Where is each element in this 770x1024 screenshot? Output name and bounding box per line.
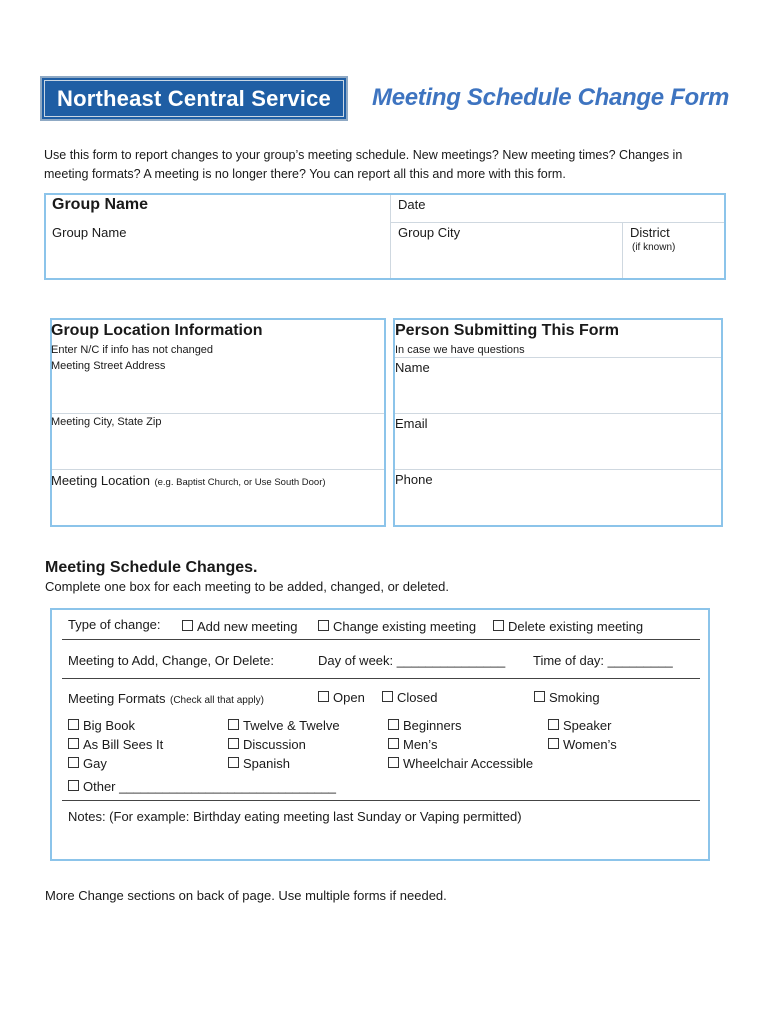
mens-checkbox[interactable] xyxy=(388,737,437,752)
open-checkbox[interactable] xyxy=(318,690,365,705)
beginners-checkbox[interactable] xyxy=(388,718,462,733)
checkbox-icon xyxy=(388,719,399,730)
group-name-heading: Group Name xyxy=(52,196,149,213)
meeting-to-change-label: Meeting to Add, Change, Or Delete: xyxy=(68,653,274,668)
street-address-field[interactable]: Meeting Street Address xyxy=(51,360,166,372)
group-city-field[interactable]: Group City xyxy=(398,225,461,240)
submitter-name-field[interactable]: Name xyxy=(395,360,430,375)
submitter-email-field[interactable]: Email xyxy=(395,416,428,431)
divider xyxy=(52,413,384,414)
checkbox-icon xyxy=(388,738,399,749)
checkbox-icon xyxy=(318,620,329,631)
form-title: Meeting Schedule Change Form xyxy=(372,84,729,111)
checkbox-icon xyxy=(493,620,504,631)
beginners-label: Beginners xyxy=(403,718,462,733)
checkbox-icon xyxy=(68,719,79,730)
meeting-formats-label xyxy=(68,690,264,708)
big-book-label: Big Book xyxy=(83,718,136,733)
checkbox-icon xyxy=(68,738,79,749)
wheelchair-accessible-label: Wheelchair Accessible xyxy=(403,756,534,771)
wheelchair-accessible-checkbox[interactable] xyxy=(388,756,533,771)
change-existing-meeting-label: Change existing meeting xyxy=(333,619,477,634)
twelve-and-twelve-label: Twelve & Twelve xyxy=(243,718,340,733)
divider xyxy=(390,222,724,223)
womens-checkbox[interactable] xyxy=(548,737,617,752)
group-name-field[interactable]: Group Name xyxy=(52,225,127,240)
checkbox-icon xyxy=(548,719,559,730)
date-field[interactable]: Date xyxy=(398,197,426,212)
checkbox-icon xyxy=(228,738,239,749)
organization-logo xyxy=(40,76,348,121)
intro-line-1: Use this form to report changes to your group’s meeting schedule. New meetings? New meeting times? Changes in xyxy=(44,148,683,162)
checkbox-icon xyxy=(534,691,545,702)
speaker-checkbox[interactable] xyxy=(548,718,611,733)
spanish-checkbox[interactable] xyxy=(228,756,290,771)
divider xyxy=(395,413,721,414)
row-divider xyxy=(62,639,700,640)
divider xyxy=(390,195,391,278)
closed-label: Closed xyxy=(397,690,438,705)
delete-existing-meeting-checkbox[interactable] xyxy=(493,619,643,634)
big-book-checkbox[interactable] xyxy=(68,718,135,733)
as-bill-sees-it-label: As Bill Sees It xyxy=(83,737,164,752)
checkbox-icon xyxy=(388,757,399,768)
district-field[interactable]: District xyxy=(630,225,670,240)
divider xyxy=(622,222,623,278)
checkbox-icon xyxy=(228,757,239,768)
intro-line-2: meeting formats? A meeting is no longer there? You can report all this and more with this form. xyxy=(44,167,566,181)
formats-hint: (Check all that apply) xyxy=(170,695,264,706)
divider xyxy=(395,469,721,470)
city-state-zip-field[interactable]: Meeting City, State Zip xyxy=(51,416,162,428)
formats-label: Meeting Formats xyxy=(68,691,166,706)
twelve-and-twelve-checkbox[interactable] xyxy=(228,718,340,733)
spanish-label: Spanish xyxy=(243,756,290,771)
checkbox-icon xyxy=(228,719,239,730)
checkbox-icon xyxy=(318,691,329,702)
checkbox-icon xyxy=(382,691,393,702)
time-of-day-field[interactable]: Time of day: _________ xyxy=(533,653,673,668)
mens-label: Men’s xyxy=(403,737,438,752)
add-new-meeting-checkbox[interactable] xyxy=(182,619,297,634)
delete-existing-meeting-label: Delete existing meeting xyxy=(508,619,644,634)
row-divider xyxy=(62,800,700,801)
add-new-meeting-label: Add new meeting xyxy=(197,619,298,634)
group-location-heading: Group Location Information xyxy=(51,322,263,339)
smoking-checkbox[interactable] xyxy=(534,690,600,705)
checkbox-icon xyxy=(548,738,559,749)
meeting-location-label: Meeting Location xyxy=(51,473,151,488)
day-of-week-field[interactable]: Day of week: _______________ xyxy=(318,653,506,668)
open-label: Open xyxy=(333,690,365,705)
divider xyxy=(52,469,384,470)
logo-text: Northeast Central Service xyxy=(44,80,344,117)
closed-checkbox[interactable] xyxy=(382,690,437,705)
divider xyxy=(395,357,721,358)
checkbox-icon xyxy=(68,757,79,768)
district-note: (if known) xyxy=(632,242,676,253)
location-note: Enter N/C if info has not changed xyxy=(51,344,214,356)
schedule-title: Meeting Schedule Changes. xyxy=(45,559,258,576)
submitter-phone-field[interactable]: Phone xyxy=(395,472,433,487)
gay-label: Gay xyxy=(83,756,107,771)
other-label: Other ______________________________ xyxy=(83,779,337,794)
submitter-heading: Person Submitting This Form xyxy=(395,322,620,339)
womens-label: Women’s xyxy=(563,737,617,752)
discussion-checkbox[interactable] xyxy=(228,737,306,752)
change-existing-meeting-checkbox[interactable] xyxy=(318,619,476,634)
schedule-subtitle: Complete one box for each meeting to be added, changed, or deleted. xyxy=(45,579,450,594)
notes-field[interactable]: Notes: (For example: Birthday eating meeting last Sunday or Vaping permitted) xyxy=(68,809,522,824)
intro-text xyxy=(44,146,724,184)
meeting-location-hint: (e.g. Baptist Church, or Use South Door) xyxy=(154,477,326,488)
discussion-label: Discussion xyxy=(243,737,306,752)
checkbox-icon xyxy=(182,620,193,631)
meeting-location-field[interactable] xyxy=(51,472,326,490)
type-of-change-label: Type of change: xyxy=(68,617,161,632)
gay-checkbox[interactable] xyxy=(68,756,107,771)
footer-note: More Change sections on back of page. Use multiple forms if needed. xyxy=(45,888,447,903)
other-checkbox[interactable] xyxy=(68,779,336,794)
checkbox-icon xyxy=(68,780,79,791)
as-bill-sees-it-checkbox[interactable] xyxy=(68,737,163,752)
speaker-label: Speaker xyxy=(563,718,612,733)
smoking-label: Smoking xyxy=(549,690,600,705)
submitter-note: In case we have questions xyxy=(395,344,525,356)
row-divider xyxy=(62,678,700,679)
